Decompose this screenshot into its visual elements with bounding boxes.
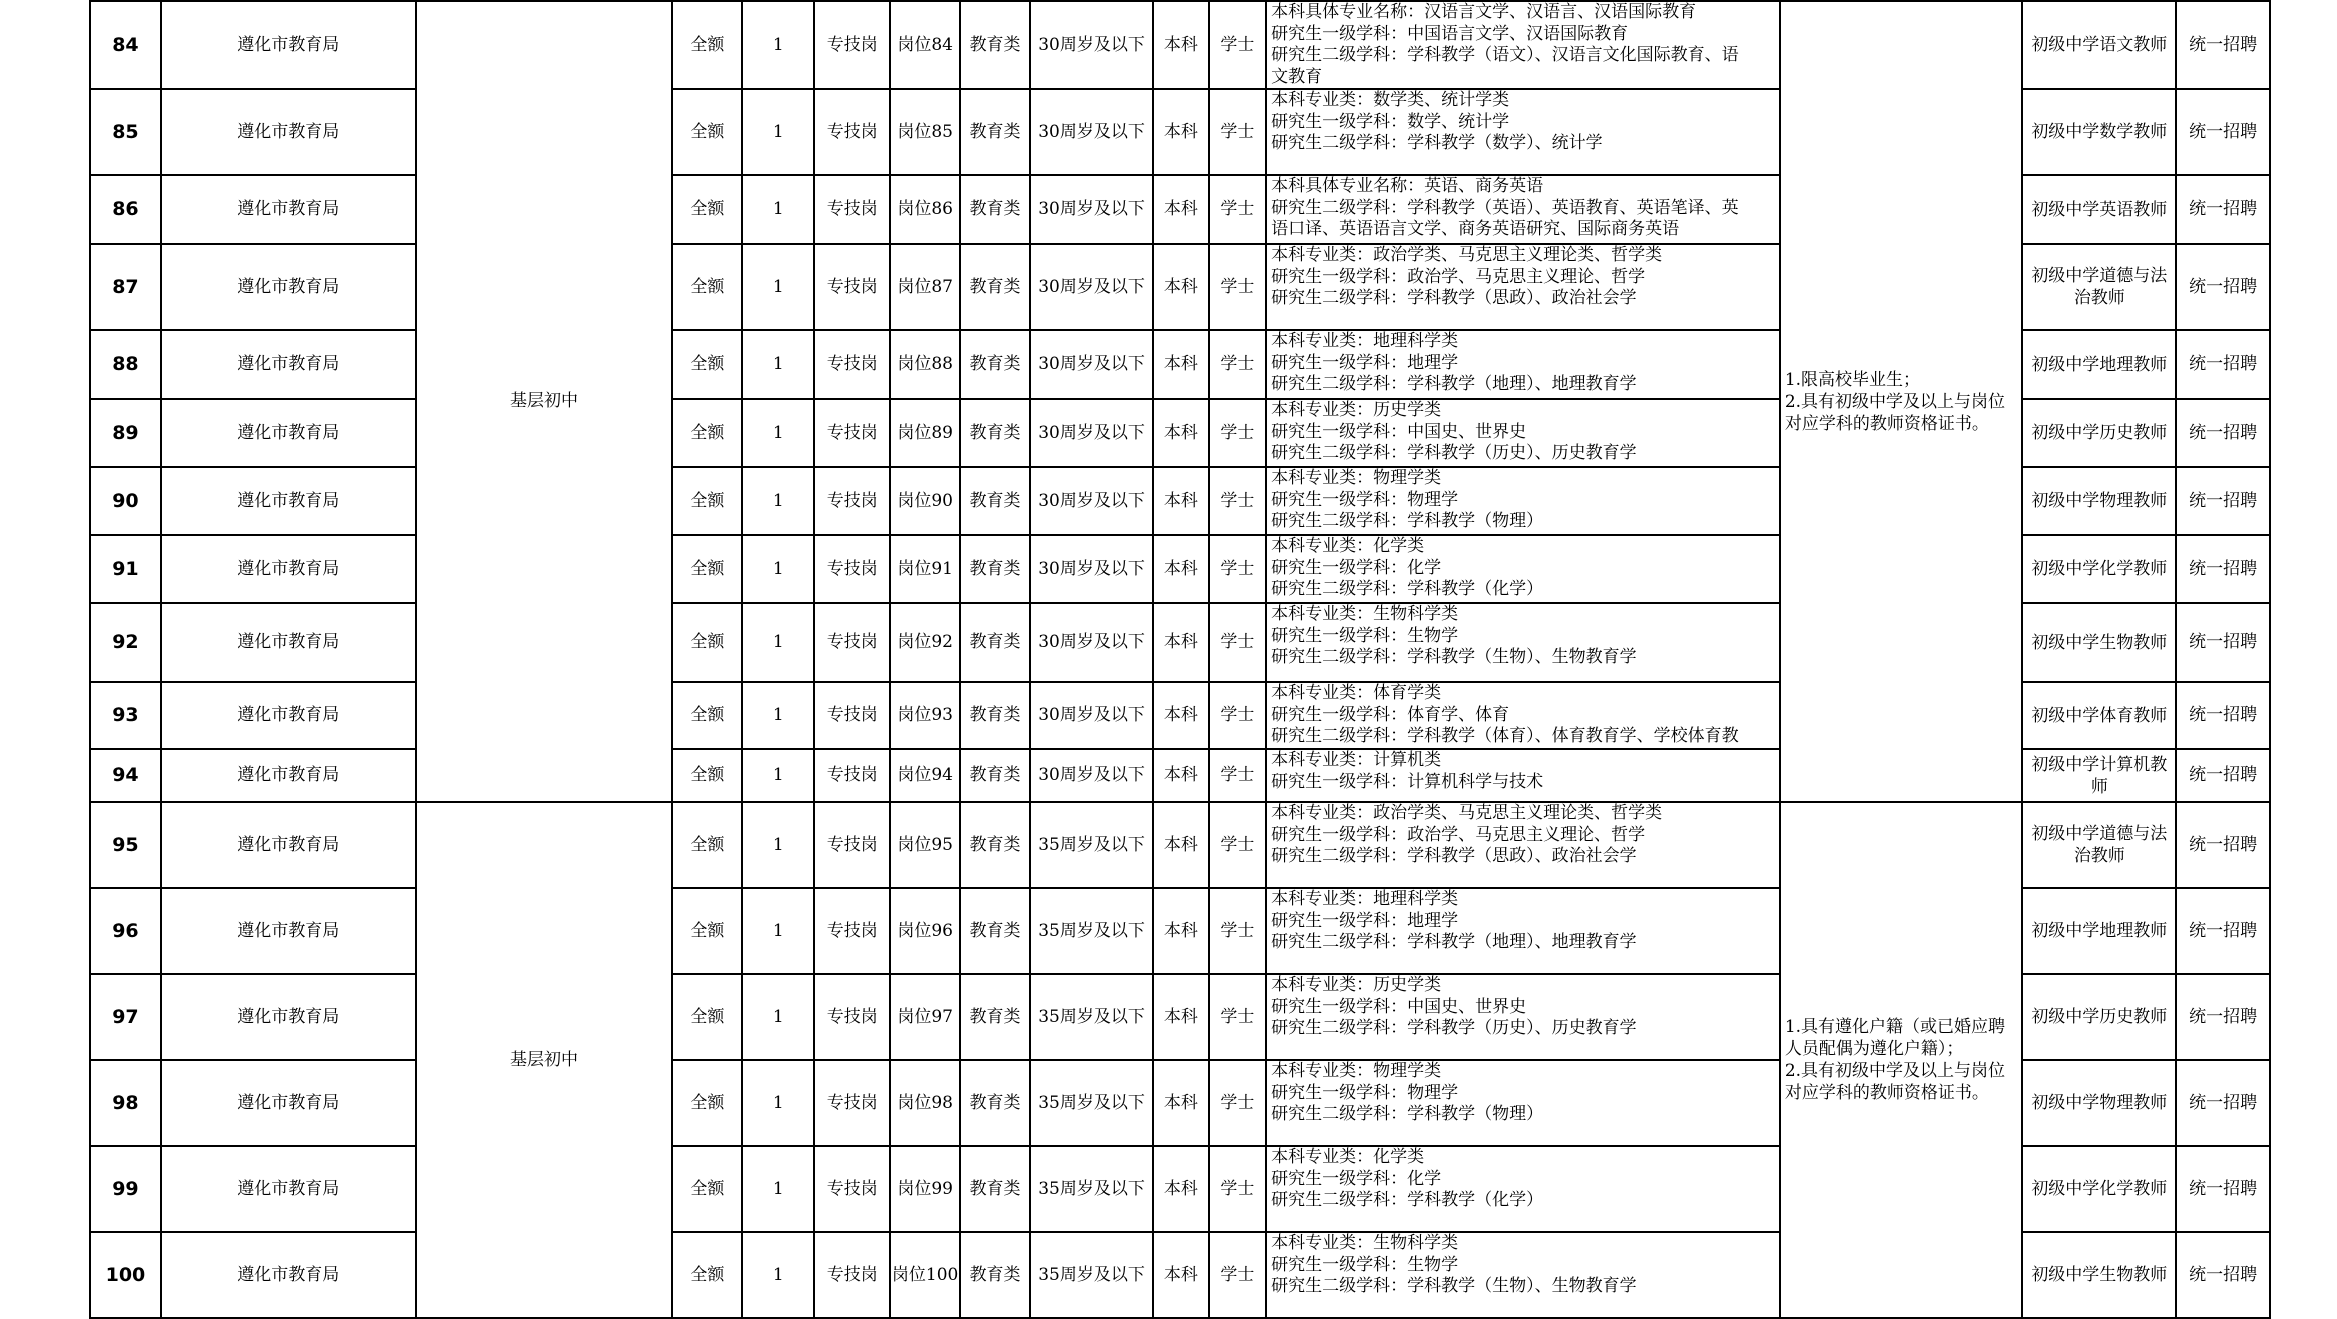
hire-count: 1 — [742, 467, 814, 535]
recruit-method: 统一招聘 — [2176, 1060, 2270, 1146]
major-line: 本科专业类：地理科学类 — [1271, 331, 1459, 351]
funding-type: 全额 — [672, 603, 742, 682]
major-line: 研究生一级学科：中国史、世界史 — [1271, 996, 1527, 1017]
age-requirement: 30周岁及以下 — [1030, 603, 1153, 682]
row-number: 97 — [90, 974, 161, 1060]
row-number: 96 — [90, 888, 161, 974]
hire-count: 1 — [742, 535, 814, 603]
education-level: 本科 — [1153, 682, 1208, 749]
major-line: 研究生一级学科：化学 — [1271, 557, 1442, 578]
row-number: 100 — [90, 1232, 161, 1318]
other-conditions — [1780, 802, 2022, 1318]
post-type: 专技岗 — [814, 682, 890, 749]
funding-type: 全额 — [672, 175, 742, 244]
hire-count: 1 — [742, 244, 814, 330]
major-line: 研究生一级学科：地理学 — [1271, 352, 1459, 373]
position-title: 初级中学历史教师 — [2022, 974, 2176, 1060]
education-level: 本科 — [1153, 399, 1208, 467]
post-code: 岗位98 — [890, 1060, 960, 1146]
recruit-method: 统一招聘 — [2176, 175, 2270, 244]
funding-type: 全额 — [672, 399, 742, 467]
degree-requirement: 学士 — [1209, 974, 1267, 1060]
row-number: 85 — [90, 89, 161, 175]
major-requirement — [1266, 682, 1780, 749]
recruit-method: 统一招聘 — [2176, 802, 2270, 888]
major-line: 研究生二级学科：学科教学（历史）、历史教育学 — [1271, 1018, 1637, 1038]
exam-category: 教育类 — [960, 682, 1030, 749]
major-line: 研究生一级学科：物理学 — [1271, 489, 1459, 510]
hire-count: 1 — [742, 89, 814, 175]
post-type: 专技岗 — [814, 603, 890, 682]
hire-count: 1 — [742, 888, 814, 974]
employer-unit: 遵化市教育局 — [161, 749, 416, 802]
row-number: 89 — [90, 399, 161, 467]
hire-count: 1 — [742, 1146, 814, 1232]
major-line: 研究生一级学科：化学 — [1271, 1168, 1442, 1189]
position-title: 初级中学生物教师 — [2022, 1232, 2176, 1318]
recruit-method: 统一招聘 — [2176, 749, 2270, 802]
position-title: 初级中学英语教师 — [2022, 175, 2176, 244]
employer-unit: 遵化市教育局 — [161, 802, 416, 888]
major-line: 本科专业类：生物科学类 — [1271, 604, 1459, 624]
major-requirement — [1266, 1, 1780, 89]
post-code: 岗位92 — [890, 603, 960, 682]
degree-requirement: 学士 — [1209, 244, 1267, 330]
employer-unit: 遵化市教育局 — [161, 1060, 416, 1146]
position-title: 初级中学数学教师 — [2022, 89, 2176, 175]
major-line: 本科专业类：生物科学类 — [1271, 1233, 1459, 1253]
post-type: 专技岗 — [814, 1146, 890, 1232]
major-line: 本科专业类：历史学类 — [1271, 400, 1442, 420]
employer-unit: 遵化市教育局 — [161, 974, 416, 1060]
position-title: 初级中学物理教师 — [2022, 467, 2176, 535]
major-line: 本科专业类：物理学类 — [1271, 468, 1442, 488]
education-level: 本科 — [1153, 888, 1208, 974]
hire-count: 1 — [742, 682, 814, 749]
recruit-method: 统一招聘 — [2176, 330, 2270, 399]
post-code: 岗位91 — [890, 535, 960, 603]
age-requirement: 35周岁及以下 — [1030, 1232, 1153, 1318]
age-requirement: 30周岁及以下 — [1030, 749, 1153, 802]
post-code: 岗位88 — [890, 330, 960, 399]
degree-requirement: 学士 — [1209, 888, 1267, 974]
age-requirement: 30周岁及以下 — [1030, 682, 1153, 749]
post-code: 岗位95 — [890, 802, 960, 888]
funding-type: 全额 — [672, 467, 742, 535]
age-requirement: 35周岁及以下 — [1030, 1146, 1153, 1232]
degree-requirement: 学士 — [1209, 535, 1267, 603]
row-number: 86 — [90, 175, 161, 244]
position-title: 初级中学地理教师 — [2022, 888, 2176, 974]
major-line: 本科专业类：政治学类、马克思主义理论类、哲学类 — [1271, 245, 1663, 265]
employer-unit: 遵化市教育局 — [161, 89, 416, 175]
degree-requirement: 学士 — [1209, 89, 1267, 175]
table-row — [90, 1, 2270, 89]
major-line: 研究生二级学科：学科教学（思政）、政治社会学 — [1271, 288, 1637, 308]
hire-count: 1 — [742, 399, 814, 467]
major-line: 文教育 — [1271, 66, 1323, 87]
degree-requirement: 学士 — [1209, 1232, 1267, 1318]
funding-type: 全额 — [672, 802, 742, 888]
position-title: 初级中学化学教师 — [2022, 535, 2176, 603]
condition-line: 1.限高校毕业生； — [1784, 369, 1921, 390]
exam-category: 教育类 — [960, 1146, 1030, 1232]
major-line: 研究生一级学科：生物学 — [1271, 1254, 1459, 1275]
major-line: 本科专业类：化学类 — [1271, 1147, 1425, 1167]
major-line: 研究生一级学科：物理学 — [1271, 1082, 1459, 1103]
education-level: 本科 — [1153, 330, 1208, 399]
major-line: 本科专业类：化学类 — [1271, 536, 1425, 556]
exam-category: 教育类 — [960, 467, 1030, 535]
exam-category: 教育类 — [960, 974, 1030, 1060]
age-requirement: 30周岁及以下 — [1030, 399, 1153, 467]
major-requirement — [1266, 603, 1780, 682]
age-requirement: 30周岁及以下 — [1030, 330, 1153, 399]
major-line: 本科专业类：政治学类、马克思主义理论类、哲学类 — [1271, 803, 1663, 823]
row-number: 95 — [90, 802, 161, 888]
funding-type: 全额 — [672, 749, 742, 802]
exam-category: 教育类 — [960, 749, 1030, 802]
age-requirement: 30周岁及以下 — [1030, 89, 1153, 175]
education-level: 本科 — [1153, 749, 1208, 802]
major-requirement — [1266, 749, 1780, 802]
major-line: 研究生一级学科：政治学、马克思主义理论、哲学 — [1271, 266, 1646, 287]
exam-category: 教育类 — [960, 399, 1030, 467]
post-type: 专技岗 — [814, 467, 890, 535]
position-title: 初级中学生物教师 — [2022, 603, 2176, 682]
major-line: 研究生二级学科：学科教学（生物）、生物教育学 — [1271, 1276, 1637, 1296]
post-code: 岗位85 — [890, 89, 960, 175]
funding-type: 全额 — [672, 1, 742, 89]
recruit-method: 统一招聘 — [2176, 244, 2270, 330]
post-type: 专技岗 — [814, 535, 890, 603]
exam-category: 教育类 — [960, 802, 1030, 888]
post-type: 专技岗 — [814, 175, 890, 244]
post-code: 岗位96 — [890, 888, 960, 974]
post-code: 岗位87 — [890, 244, 960, 330]
post-type: 专技岗 — [814, 749, 890, 802]
employer-unit: 遵化市教育局 — [161, 244, 416, 330]
recruit-method: 统一招聘 — [2176, 399, 2270, 467]
degree-requirement: 学士 — [1209, 399, 1267, 467]
major-line: 研究生二级学科：学科教学（历史）、历史教育学 — [1271, 443, 1637, 463]
employer-unit: 遵化市教育局 — [161, 175, 416, 244]
funding-type: 全额 — [672, 89, 742, 175]
major-requirement — [1266, 399, 1780, 467]
degree-requirement: 学士 — [1209, 1, 1267, 89]
post-type: 专技岗 — [814, 888, 890, 974]
exam-category: 教育类 — [960, 1, 1030, 89]
hire-count: 1 — [742, 1232, 814, 1318]
post-type: 专技岗 — [814, 330, 890, 399]
post-code: 岗位86 — [890, 175, 960, 244]
major-line: 本科具体专业名称：英语、商务英语 — [1271, 176, 1544, 196]
position-title: 初级中学语文教师 — [2022, 1, 2176, 89]
major-line: 研究生一级学科：政治学、马克思主义理论、哲学 — [1271, 824, 1646, 845]
major-line: 研究生二级学科：学科教学（英语）、英语教育、英语笔译、英 — [1271, 197, 1739, 218]
hire-count: 1 — [742, 1060, 814, 1146]
major-line: 研究生一级学科：计算机科学与技术 — [1271, 771, 1544, 792]
major-requirement — [1266, 535, 1780, 603]
funding-type: 全额 — [672, 682, 742, 749]
recruit-method: 统一招聘 — [2176, 1, 2270, 89]
row-number: 91 — [90, 535, 161, 603]
post-type: 专技岗 — [814, 1232, 890, 1318]
degree-requirement: 学士 — [1209, 682, 1267, 749]
degree-requirement: 学士 — [1209, 1146, 1267, 1232]
post-code: 岗位99 — [890, 1146, 960, 1232]
position-title: 初级中学历史教师 — [2022, 399, 2176, 467]
employer-unit: 遵化市教育局 — [161, 467, 416, 535]
position-title: 初级中学体育教师 — [2022, 682, 2176, 749]
major-line: 本科专业类：地理科学类 — [1271, 889, 1459, 909]
education-level: 本科 — [1153, 802, 1208, 888]
major-requirement — [1266, 330, 1780, 399]
table-body — [90, 0, 2270, 1318]
row-number: 93 — [90, 682, 161, 749]
education-level: 本科 — [1153, 535, 1208, 603]
post-code: 岗位90 — [890, 467, 960, 535]
employer-unit: 遵化市教育局 — [161, 535, 416, 603]
major-requirement — [1266, 175, 1780, 244]
age-requirement: 35周岁及以下 — [1030, 888, 1153, 974]
row-number: 87 — [90, 244, 161, 330]
age-requirement: 30周岁及以下 — [1030, 467, 1153, 535]
school-level: 基层初中 — [416, 1, 673, 802]
age-requirement: 30周岁及以下 — [1030, 175, 1153, 244]
position-title: 初级中学化学教师 — [2022, 1146, 2176, 1232]
condition-line: 2.具有初级中学及以上与岗位对应学科的教师资格证书。 — [1784, 1061, 2006, 1103]
recruit-method: 统一招聘 — [2176, 974, 2270, 1060]
age-requirement: 35周岁及以下 — [1030, 974, 1153, 1060]
row-number: 88 — [90, 330, 161, 399]
recruit-method: 统一招聘 — [2176, 603, 2270, 682]
exam-category: 教育类 — [960, 244, 1030, 330]
employer-unit: 遵化市教育局 — [161, 888, 416, 974]
funding-type: 全额 — [672, 1146, 742, 1232]
hire-count: 1 — [742, 330, 814, 399]
row-number: 84 — [90, 1, 161, 89]
post-type: 专技岗 — [814, 399, 890, 467]
hire-count: 1 — [742, 1, 814, 89]
hire-count: 1 — [742, 974, 814, 1060]
major-line: 研究生二级学科：学科教学（生物）、生物教育学 — [1271, 647, 1637, 667]
table-row — [90, 802, 2270, 888]
education-level: 本科 — [1153, 1232, 1208, 1318]
age-requirement: 35周岁及以下 — [1030, 802, 1153, 888]
major-line: 本科专业类：数学类、统计学类 — [1271, 90, 1510, 110]
major-requirement — [1266, 802, 1780, 888]
exam-category: 教育类 — [960, 1232, 1030, 1318]
major-line: 研究生二级学科：学科教学（体育）、体育教育学、学校体育教 — [1271, 726, 1739, 746]
position-title: 初级中学道德与法治教师 — [2022, 244, 2176, 330]
age-requirement: 30周岁及以下 — [1030, 535, 1153, 603]
major-line: 研究生一级学科：地理学 — [1271, 910, 1459, 931]
education-level: 本科 — [1153, 1, 1208, 89]
funding-type: 全额 — [672, 1232, 742, 1318]
major-requirement — [1266, 1232, 1780, 1318]
degree-requirement: 学士 — [1209, 603, 1267, 682]
major-line: 本科具体专业名称：汉语言文学、汉语言、汉语国际教育 — [1271, 2, 1697, 22]
post-code: 岗位89 — [890, 399, 960, 467]
post-type: 专技岗 — [814, 89, 890, 175]
funding-type: 全额 — [672, 1060, 742, 1146]
funding-type: 全额 — [672, 888, 742, 974]
row-number: 98 — [90, 1060, 161, 1146]
major-requirement — [1266, 974, 1780, 1060]
row-number: 90 — [90, 467, 161, 535]
condition-line: 1.具有遵化户籍（或已婚应聘人员配偶为遵化户籍）； — [1784, 1017, 2006, 1059]
major-line: 研究生二级学科：学科教学（语文）、汉语言文化国际教育、语 — [1271, 45, 1739, 65]
position-title: 初级中学计算机教师 — [2022, 749, 2176, 802]
major-line: 研究生一级学科：数学、统计学 — [1271, 111, 1510, 132]
exam-category: 教育类 — [960, 89, 1030, 175]
recruitment-table — [89, 0, 2271, 1319]
exam-category: 教育类 — [960, 888, 1030, 974]
major-requirement — [1266, 1146, 1780, 1232]
major-line: 语口译、英语语言文学、商务英语研究、国际商务英语 — [1271, 219, 1680, 239]
degree-requirement: 学士 — [1209, 1060, 1267, 1146]
employer-unit: 遵化市教育局 — [161, 603, 416, 682]
major-line: 研究生二级学科：学科教学（物理） — [1271, 1104, 1544, 1124]
education-level: 本科 — [1153, 603, 1208, 682]
funding-type: 全额 — [672, 330, 742, 399]
education-level: 本科 — [1153, 467, 1208, 535]
degree-requirement: 学士 — [1209, 749, 1267, 802]
major-line: 研究生二级学科：学科教学（化学） — [1271, 1190, 1544, 1210]
major-line: 研究生二级学科：学科教学（地理）、地理教育学 — [1271, 374, 1637, 394]
exam-category: 教育类 — [960, 535, 1030, 603]
major-line: 研究生一级学科：中国语言文学、汉语国际教育 — [1271, 23, 1629, 44]
exam-category: 教育类 — [960, 603, 1030, 682]
hire-count: 1 — [742, 603, 814, 682]
recruit-method: 统一招聘 — [2176, 682, 2270, 749]
row-number: 92 — [90, 603, 161, 682]
position-title: 初级中学地理教师 — [2022, 330, 2176, 399]
exam-category: 教育类 — [960, 330, 1030, 399]
degree-requirement: 学士 — [1209, 802, 1267, 888]
major-requirement — [1266, 467, 1780, 535]
condition-line: 2.具有初级中学及以上与岗位对应学科的教师资格证书。 — [1784, 391, 2006, 434]
post-type: 专技岗 — [814, 1, 890, 89]
employer-unit: 遵化市教育局 — [161, 1, 416, 89]
major-requirement — [1266, 1060, 1780, 1146]
recruit-method: 统一招聘 — [2176, 467, 2270, 535]
position-title: 初级中学道德与法治教师 — [2022, 802, 2176, 888]
degree-requirement: 学士 — [1209, 467, 1267, 535]
age-requirement: 30周岁及以下 — [1030, 244, 1153, 330]
post-code: 岗位100 — [890, 1232, 960, 1318]
exam-category: 教育类 — [960, 175, 1030, 244]
post-type: 专技岗 — [814, 244, 890, 330]
education-level: 本科 — [1153, 89, 1208, 175]
post-code: 岗位94 — [890, 749, 960, 802]
funding-type: 全额 — [672, 535, 742, 603]
row-number: 94 — [90, 749, 161, 802]
hire-count: 1 — [742, 175, 814, 244]
age-requirement: 35周岁及以下 — [1030, 1060, 1153, 1146]
education-level: 本科 — [1153, 1146, 1208, 1232]
employer-unit: 遵化市教育局 — [161, 682, 416, 749]
education-level: 本科 — [1153, 974, 1208, 1060]
major-line: 研究生二级学科：学科教学（数学）、统计学 — [1271, 133, 1603, 153]
post-type: 专技岗 — [814, 974, 890, 1060]
employer-unit: 遵化市教育局 — [161, 1232, 416, 1318]
exam-category: 教育类 — [960, 1060, 1030, 1146]
major-line: 研究生二级学科：学科教学（地理）、地理教育学 — [1271, 932, 1637, 952]
major-line: 研究生一级学科：中国史、世界史 — [1271, 421, 1527, 442]
major-requirement — [1266, 888, 1780, 974]
post-code: 岗位84 — [890, 1, 960, 89]
funding-type: 全额 — [672, 244, 742, 330]
education-level: 本科 — [1153, 175, 1208, 244]
post-type: 专技岗 — [814, 802, 890, 888]
major-line: 研究生二级学科：学科教学（物理） — [1271, 511, 1544, 531]
row-number: 99 — [90, 1146, 161, 1232]
recruit-method: 统一招聘 — [2176, 1232, 2270, 1318]
major-requirement — [1266, 89, 1780, 175]
recruit-method: 统一招聘 — [2176, 89, 2270, 175]
other-conditions — [1780, 1, 2022, 802]
major-requirement — [1266, 244, 1780, 330]
major-line: 研究生一级学科：生物学 — [1271, 625, 1459, 646]
recruit-method: 统一招聘 — [2176, 535, 2270, 603]
major-line: 研究生一级学科：体育学、体育 — [1271, 704, 1510, 725]
employer-unit: 遵化市教育局 — [161, 330, 416, 399]
employer-unit: 遵化市教育局 — [161, 1146, 416, 1232]
degree-requirement: 学士 — [1209, 330, 1267, 399]
major-line: 研究生二级学科：学科教学（思政）、政治社会学 — [1271, 846, 1637, 866]
hire-count: 1 — [742, 802, 814, 888]
recruit-method: 统一招聘 — [2176, 888, 2270, 974]
education-level: 本科 — [1153, 1060, 1208, 1146]
funding-type: 全额 — [672, 974, 742, 1060]
education-level: 本科 — [1153, 244, 1208, 330]
school-level: 基层初中 — [416, 802, 673, 1318]
post-type: 专技岗 — [814, 1060, 890, 1146]
recruit-method: 统一招聘 — [2176, 1146, 2270, 1232]
major-line: 本科专业类：物理学类 — [1271, 1061, 1442, 1081]
employer-unit: 遵化市教育局 — [161, 399, 416, 467]
major-line: 研究生二级学科：学科教学（化学） — [1271, 579, 1544, 599]
major-line: 本科专业类：计算机类 — [1271, 750, 1442, 770]
major-line: 本科专业类：体育学类 — [1271, 683, 1442, 703]
major-line: 本科专业类：历史学类 — [1271, 975, 1442, 995]
post-code: 岗位97 — [890, 974, 960, 1060]
degree-requirement: 学士 — [1209, 175, 1267, 244]
age-requirement: 30周岁及以下 — [1030, 1, 1153, 89]
position-title: 初级中学物理教师 — [2022, 1060, 2176, 1146]
hire-count: 1 — [742, 749, 814, 802]
post-code: 岗位93 — [890, 682, 960, 749]
